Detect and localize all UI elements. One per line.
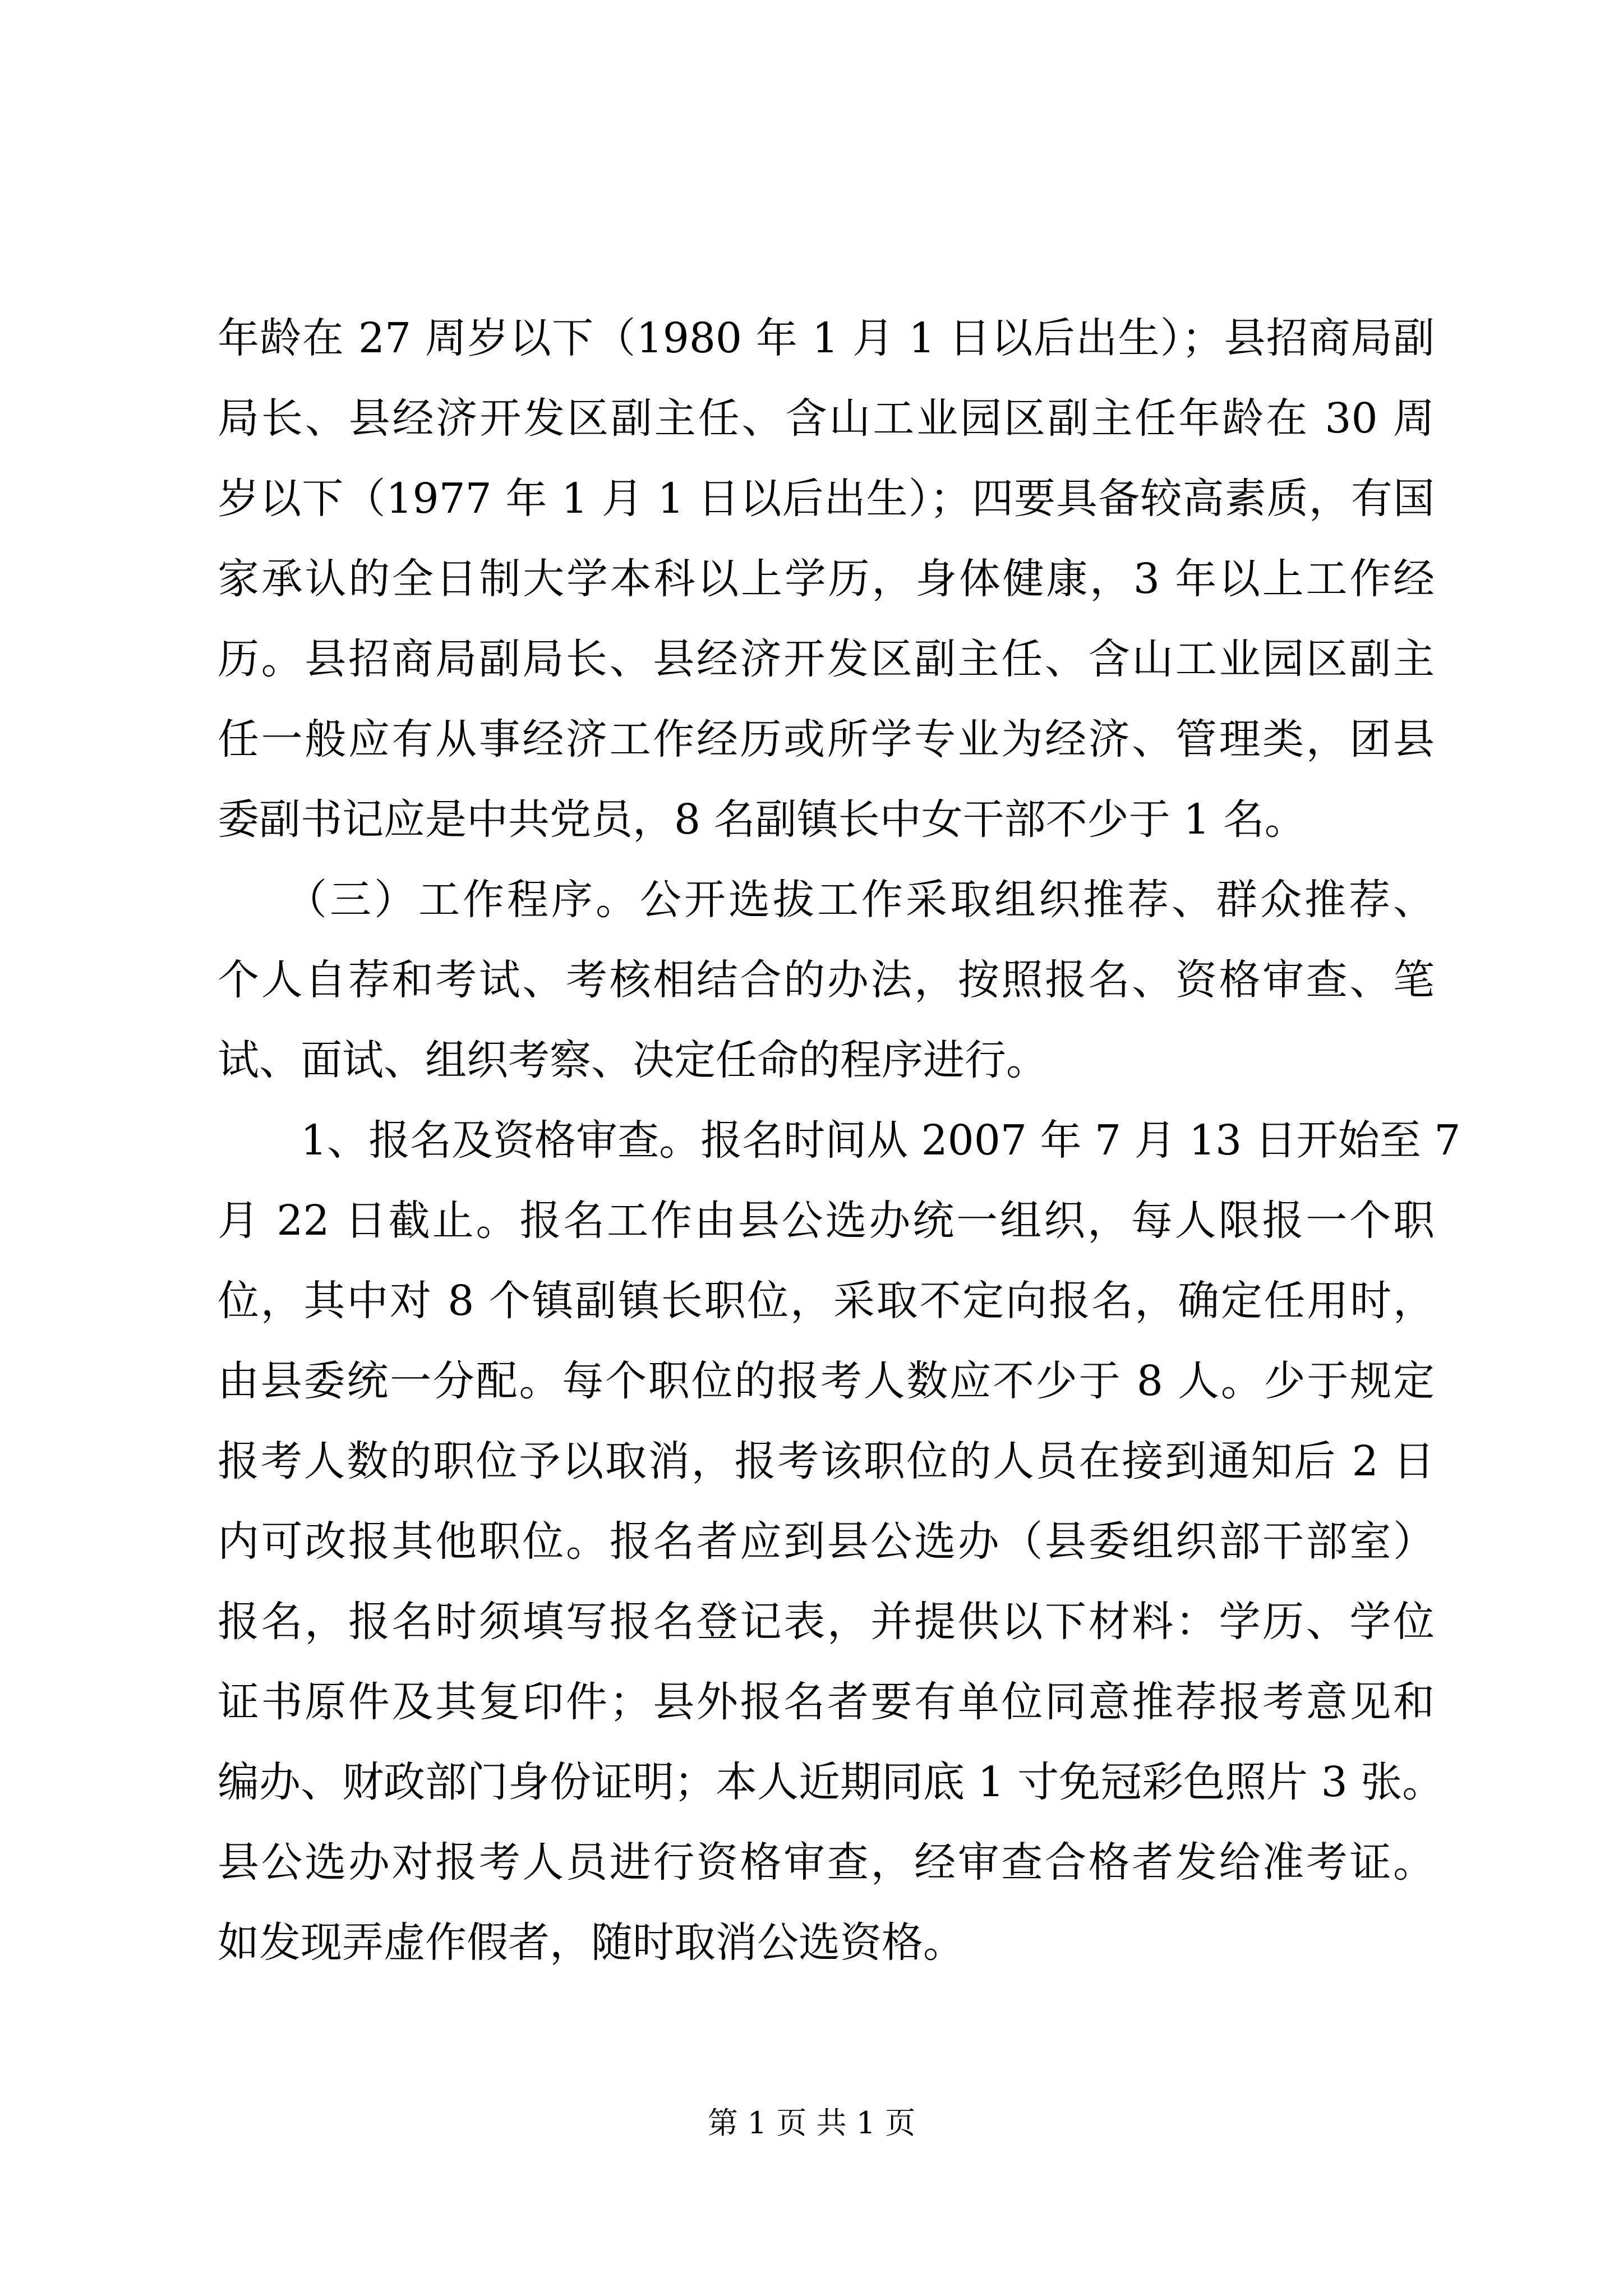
text-line: （三）工作程序。公开选拔工作采取组织推荐、群众推荐、: [218, 876, 1435, 924]
text-line: 年龄在 27 周岁以下（1980 年 1 月 1 日以后出生）；县招商局副: [218, 314, 1435, 362]
text-line: 如发现弄虚作假者，随时取消公选资格。: [218, 1918, 965, 1967]
text-line: 内可改报其他职位。报名者应到县公选办（县委组织部干部室）: [218, 1517, 1435, 1566]
text-line: 证书原件及其复印件；县外报名者要有单位同意推荐报考意见和: [218, 1678, 1435, 1726]
page-footer: 第 1 页 共 1 页: [707, 2105, 916, 2141]
text-line: 报名，报名时须填写报名登记表，并提供以下材料：学历、学位: [218, 1598, 1435, 1646]
text-line: 委副书记应是中共党员，8 名副镇长中女干部不少于 1 名。: [218, 795, 1306, 844]
body-text: [218, 298, 1461, 1983]
text-line: 位，其中对 8 个镇副镇长职位，采取不定向报名，确定任用时，: [218, 1277, 1435, 1325]
text-line: 报考人数的职位予以取消，报考该职位的人员在接到通知后 2 日: [218, 1437, 1435, 1485]
text-line: 1、报名及资格审查。报名时间从 2007 年 7 月 13 日开始至 7: [218, 1116, 1461, 1165]
text-line: 由县委统一分配。每个职位的报考人数应不少于 8 人。少于规定: [218, 1357, 1435, 1405]
text-line: 任一般应有从事经济工作经历或所学专业为经济、管理类，团县: [218, 715, 1435, 763]
text-line: 岁以下（1977 年 1 月 1 日以后出生）；四要具备较高素质，有国: [218, 475, 1435, 523]
text-line: 月 22 日截止。报名工作由县公选办统一组织，每人限报一个职: [218, 1197, 1435, 1245]
text-line: 历。县招商局副局长、县经济开发区副主任、含山工业园区副主: [218, 635, 1435, 683]
text-line: 县公选办对报考人员进行资格审查，经审查合格者发给准考证。: [218, 1838, 1435, 1887]
text-line: 编办、财政部门身份证明；本人近期同底 1 寸免冠彩色照片 3 张。: [218, 1758, 1444, 1806]
text-line: 个人自荐和考试、考核相结合的办法，按照报名、资格审查、笔: [218, 956, 1435, 1004]
text-line: 试、面试、组织考察、决定任命的程序进行。: [218, 1036, 1048, 1084]
text-line: 局长、县经济开发区副主任、含山工业园区副主任年龄在 30 周: [218, 394, 1435, 443]
text-line: 家承认的全日制大学本科以上学历，身体健康，3 年以上工作经: [218, 555, 1435, 603]
